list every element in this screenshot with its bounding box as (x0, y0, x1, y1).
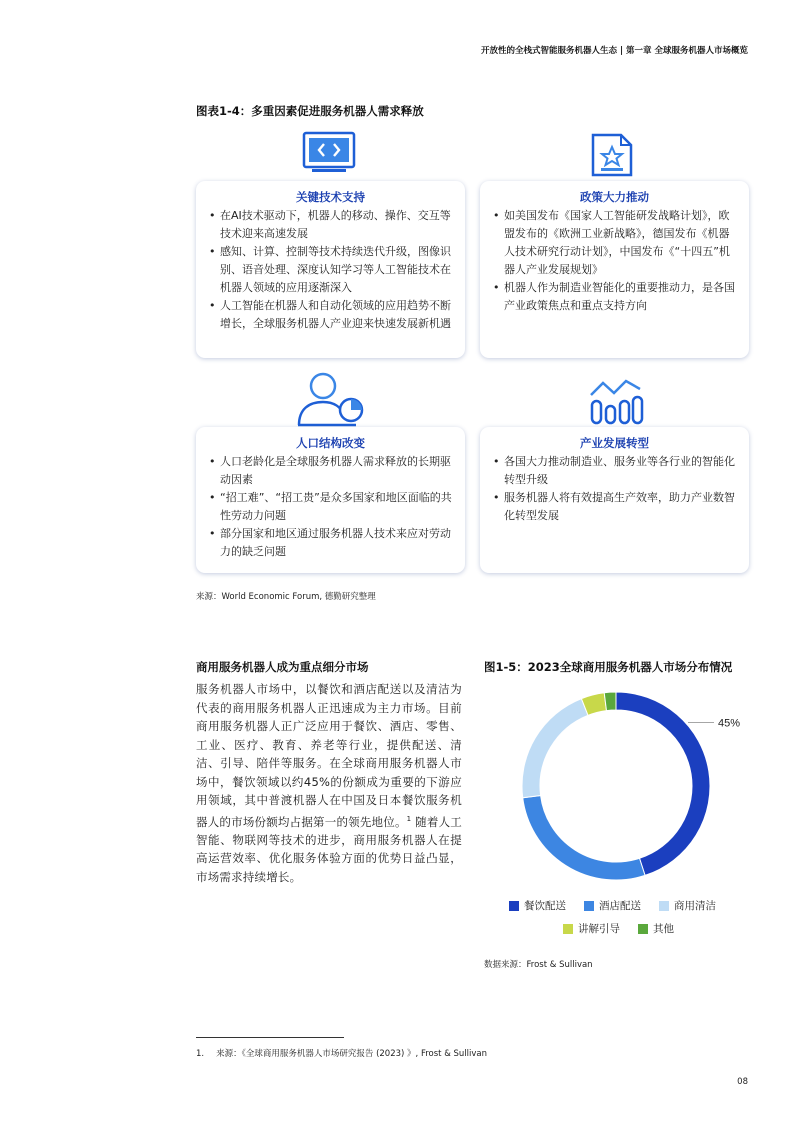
donut-slice-1 (616, 692, 710, 875)
bullet-item: • 感知、计算、控制等技术持续迭代升级，图像识别、语音处理、深度认知学习等人工智能技术在机器人领域的应用逐渐深入 (208, 243, 453, 297)
person-pie-icon (296, 371, 366, 431)
donut-slice-5 (604, 692, 616, 711)
bullet-item: • 机器人作为制造业智能化的重要推动力，是各国产业政策焦点和重点支持方向 (492, 279, 737, 315)
card-population (196, 427, 465, 573)
legend-swatch (584, 901, 594, 911)
body-text-part: 随着人工智能、物联网等技术的进步，商用服务机器人在提高运营效率、优化服务体验方面的优势日益凸显，市场需求持续增长。 (196, 814, 462, 884)
bullet-list (196, 453, 465, 561)
body-paragraph (196, 680, 462, 886)
data-label-45: 45% (718, 717, 741, 730)
legend-item (659, 898, 716, 913)
bullet-item: • 各国大力推动制造业、服务业等各行业的智能化转型升级 (492, 453, 737, 489)
card-industry (480, 427, 749, 573)
section-heading: 商用服务机器人成为重点细分市场 (196, 660, 369, 674)
legend-swatch (638, 924, 648, 934)
legend-row (509, 898, 749, 913)
legend-swatch (509, 901, 519, 911)
card-key-tech (196, 181, 465, 358)
footnote-text: 来源：《全球商用服务机器人市场研究报告 (2023) 》, Frost & Sullivan (216, 1049, 488, 1059)
body-text-part: 服务机器人市场中，以餐饮和酒店配送以及清洁为代表的商用服务机器人正迅速成为主力市场。目前商用服务机器人正广泛应用于餐饮、酒店、零售、工业、医疗、教育、养老等行业，提供配送、清洁、引导、陪伴等服务。在全球商用服务机器人市场中，餐饮领域以约45%的份额成为重要的下游应用领域，其中普渡机器人在中国及日本餐饮服务机器人的市场份额均占据第一的领先地位。 (196, 682, 462, 829)
donut-chart (484, 690, 749, 890)
legend-item (584, 898, 641, 913)
bullet-item: • 如美国发布《国家人工智能研发战略计划》，欧盟发布的《欧洲工业新战略》，德国发布《机器人技术研究行动计划》，中国发布《“十四五”机器人产业发展规划》 (492, 207, 737, 279)
footnote (196, 1047, 487, 1059)
chart-source: 数据来源：Frost & Sullivan (484, 960, 593, 970)
bullet-item: • 服务机器人将有效提高生产效率，助力产业数智化转型发展 (492, 489, 737, 525)
donut-slice-3 (522, 699, 588, 798)
legend-label: 商用清洁 (674, 900, 716, 912)
footnote-divider (196, 1037, 344, 1038)
card-policy (480, 181, 749, 358)
legend-item (638, 921, 674, 936)
footnote-ref[interactable]: 1 (406, 814, 412, 823)
figure-source: 来源：World Economic Forum, 德勤研究整理 (196, 592, 376, 602)
bullet-list (480, 207, 749, 315)
card-title: 关键技术支持 (296, 190, 365, 204)
legend-label: 讲解引导 (578, 923, 620, 935)
chart-title: 图1-5：2023全球商用服务机器人市场分布情况 (484, 660, 733, 674)
bullet-item: • 人工智能在机器人和自动化领域的应用趋势不断增长，全球服务机器人产业迎来快速发展新机遇 (208, 297, 453, 333)
legend-label: 酒店配送 (599, 900, 641, 912)
trend-chart-icon (588, 373, 644, 431)
bullet-item: • 人口老龄化是全球服务机器人需求释放的长期驱动因素 (208, 453, 453, 489)
bullet-list (196, 207, 465, 333)
running-header: 开放性的全栈式智能服务机器人生态 | 第一章 全球服务机器人市场概览 (481, 46, 748, 56)
legend-item (563, 921, 620, 936)
bullet-list (480, 453, 749, 525)
bullet-item: • 在AI技术驱动下，机器人的移动、操作、交互等技术迎来高速发展 (208, 207, 453, 243)
page-number: 08 (737, 1077, 748, 1087)
legend-swatch (563, 924, 573, 934)
code-screen-icon (302, 131, 356, 179)
chart-legend (509, 898, 749, 944)
bullet-item: • “招工难”、“招工贵”是众多国家和地区面临的共性劳动力问题 (208, 489, 453, 525)
star-document-icon (589, 131, 635, 183)
card-title: 政策大力推动 (580, 190, 649, 204)
legend-label: 餐饮配送 (524, 900, 566, 912)
legend-label: 其他 (653, 923, 674, 935)
legend-row (509, 921, 749, 936)
donut-slice-2 (523, 796, 645, 880)
bullet-item: • 部分国家和地区通过服务机器人技术来应对劳动力的缺乏问题 (208, 525, 453, 561)
figure-title: 图表1-4：多重因素促进服务机器人需求释放 (196, 104, 424, 118)
legend-swatch (659, 901, 669, 911)
footnote-number: 1. (196, 1049, 205, 1059)
card-title: 人口结构改变 (296, 436, 365, 450)
card-title: 产业发展转型 (580, 436, 649, 450)
legend-item (509, 898, 566, 913)
